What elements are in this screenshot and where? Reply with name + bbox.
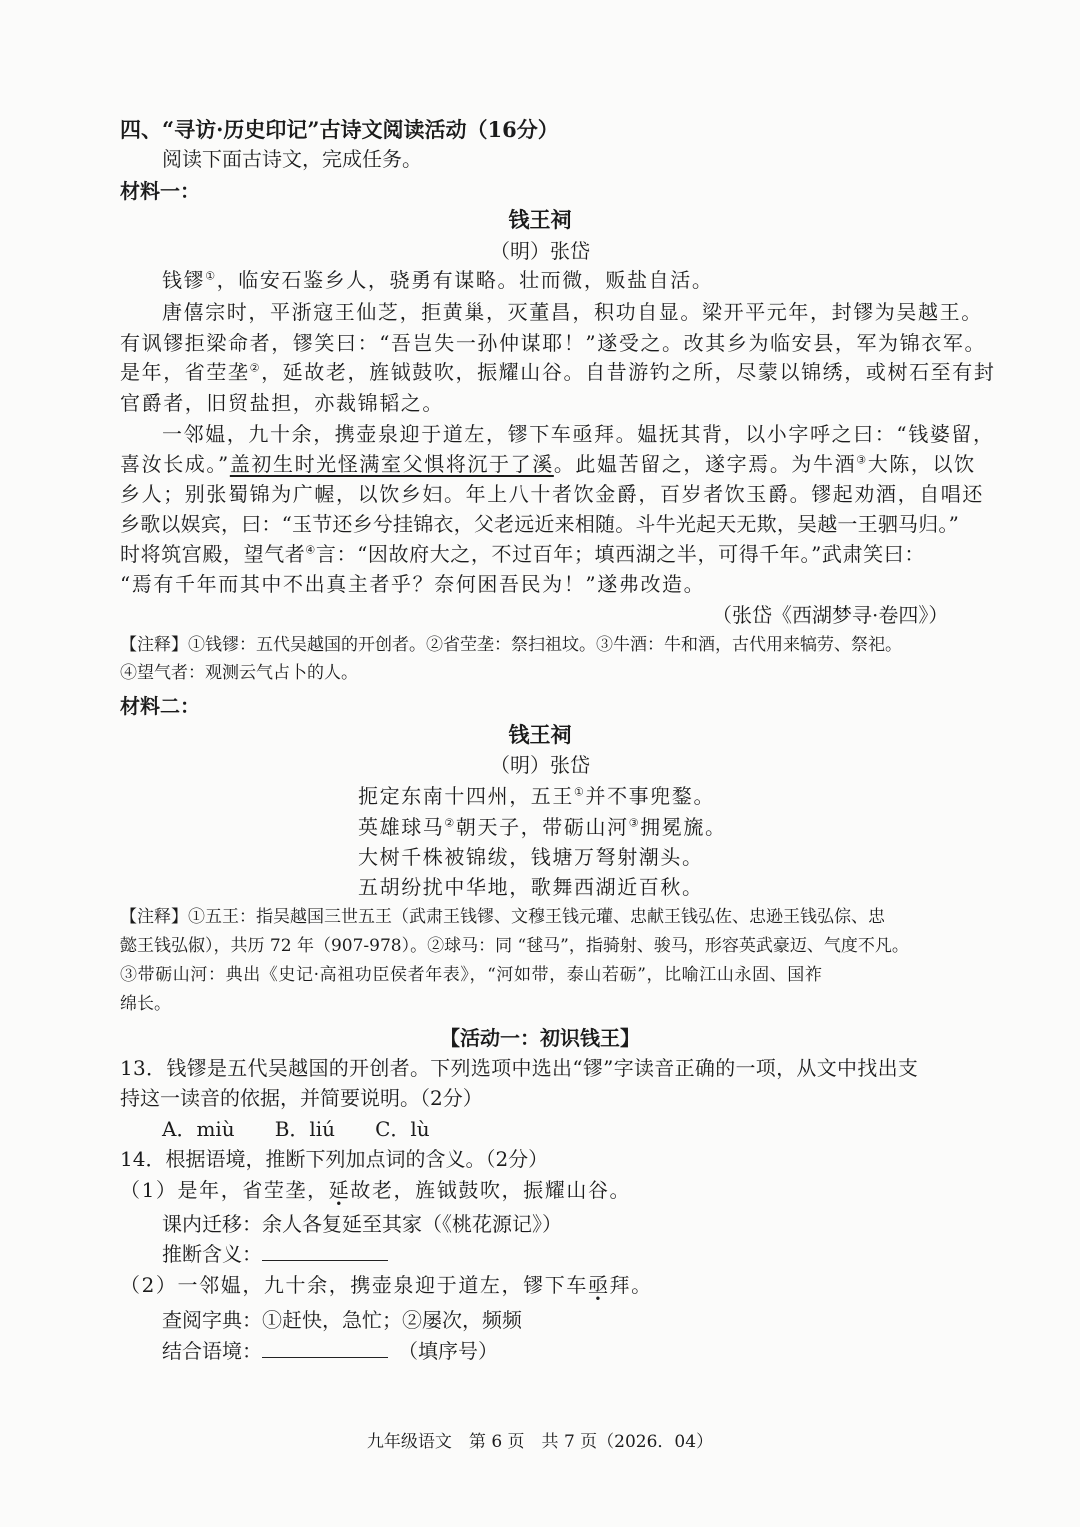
material2-note-line2: 懿王钱弘俶），共历 72 年（907-978）。②球马：同 “毬马”，指骑射、骏马，形容英武豪迈、气度不凡。 — [120, 936, 909, 956]
q13-option-a: A．miù — [162, 1117, 235, 1141]
material2-note-line1: 【注释】①五王：指吴越国三世五王（武肃王钱镠、文穆王钱元瓘、忠献王钱弘佐、忠逊王钱弘倧、忠 — [120, 907, 885, 927]
answer-blank-1[interactable] — [262, 1242, 388, 1261]
underlined-sentence: 盖初生时光怪满室父惧将沉于了溪 — [229, 452, 554, 476]
q14-sentence2: （2）一邻媪，九十余，携壶泉迎于道左，镠下车亟拜。 — [120, 1273, 653, 1297]
q13-option-c: C．lù — [375, 1117, 430, 1141]
q14-combine: 结合语境： （填序号） — [162, 1339, 498, 1363]
material1-p2-line1: 唐僖宗时，平浙寇王仙芝，拒黄巢，灭董昌，积功自显。梁开平元年，封镠为吴越王。 — [162, 300, 983, 324]
q13-options — [162, 1115, 430, 1143]
material1-note-line2: ④望气者：观测云气占卜的人。 — [120, 663, 358, 683]
material2-title: 钱王祠 — [508, 722, 572, 747]
material2-note-line4: 绵长。 — [120, 994, 171, 1014]
material1-source: （张岱《西湖梦寻·卷四》） — [712, 603, 949, 627]
poem-line1: 扼定东南十四州，五王①并不事兜鍪。 — [358, 784, 716, 808]
material1-p3-line5: 时将筑宫殿，望气者④言：“因故府大之，不过百年；填西湖之半，可得千年。”武肃笑曰： — [120, 542, 925, 566]
answer-blank-2[interactable] — [262, 1339, 388, 1358]
material2-author: （明）张岱 — [490, 753, 590, 777]
material1-paragraph1: 钱镠①，临安石鉴乡人，骁勇有谋略。壮而微，贩盐自活。 — [162, 268, 714, 292]
poem-line2: 英雄球马②朝天子，带砺山河③拥冕旒。 — [358, 815, 727, 839]
material1-p3-line1: 一邻媪，九十余，携壶泉迎于道左，镠下车亟拜。媪抚其背，以小字呼之曰：“钱婆留， — [162, 422, 995, 446]
activity1-heading: 【活动一：初识钱王】 — [440, 1026, 640, 1050]
material1-author: （明）张岱 — [490, 239, 590, 263]
q14-infer: 推断含义： — [162, 1240, 398, 1268]
material1-p2-line3: 是年，省茔垄②，延故老，旌钺鼓吹，振耀山谷。自昔游钓之所，尽蒙以锦绣，或树石至有封 — [120, 360, 996, 384]
material2-label: 材料二： — [120, 694, 200, 718]
material2-note-line3: ③带砺山河：典出《史记·高祖功臣侯者年表》，“河如带，泰山若砺”，比喻江山永固、国祚 — [120, 965, 823, 985]
material1-label: 材料一： — [120, 179, 200, 203]
q14-sentence1: （1）是年，省茔垄，延故老，旌钺鼓吹，振耀山谷。 — [120, 1178, 632, 1202]
poem-line4: 五胡纷扰中华地，歌舞西湖近百秋。 — [358, 875, 704, 899]
material1-p3-line6: “焉有千年而其中不出真主者乎？奈何困吾民为！”遂弗改造。 — [120, 572, 706, 596]
instruction: 阅读下面古诗文，完成任务。 — [162, 147, 422, 171]
material1-p2-line2: 有讽镠拒梁命者，镠笑曰：“吾岂失一孙仲谋耶！”遂受之。改其乡为临安县，军为锦衣军。 — [120, 331, 987, 355]
material1-p3-line2: 喜汝长成。”盖初生时光怪满室父惧将沉于了溪。此媪苦留之，遂字焉。为牛酒③大陈，以饮 — [120, 452, 976, 476]
material1-p3-line4: 乡歌以娱宾，曰：“玉节还乡兮挂锦衣，父老远近来相随。斗牛光起天无欺，吴越一王驷马归。” — [120, 512, 960, 536]
section-title: 四、“寻访·历史印记”古诗文阅读活动（16分） — [120, 117, 559, 142]
material1-note-line1: 【注释】①钱镠：五代吴越国的开创者。②省茔垄：祭扫祖坟。③牛酒：牛和酒，古代用来犒劳、祭祀。 — [120, 635, 902, 655]
q14-dictionary: 查阅字典：①赶快，急忙；②屡次，频频 — [162, 1308, 522, 1332]
q13-option-b: B．liú — [274, 1117, 336, 1141]
dotted-word-ji: 亟 — [587, 1273, 610, 1297]
q13-line2: 持这一读音的依据，并简要说明。（2分） — [120, 1086, 483, 1110]
q14-stem: 14．根据语境，推断下列加点词的含义。（2分） — [120, 1147, 549, 1171]
material1-title: 钱王祠 — [508, 207, 572, 232]
page-footer: 九年级语文 第 6 页 共 7 页（2026．04） — [366, 1432, 714, 1452]
poem-line3: 大树千株被锦绂，钱塘万弩射潮头。 — [358, 845, 704, 869]
material1-p3-line3: 乡人；别张蜀锦为广幄，以饮乡妇。年上八十者饮金爵，百岁者饮玉爵。镠起劝酒，自唱还 — [120, 482, 984, 506]
material1-p2-line4: 官爵者，旧贸盐担，亦裁锦韬之。 — [120, 391, 444, 415]
q14-transfer: 课内迁移：余人各复延至其家（《桃花源记》） — [162, 1212, 562, 1236]
q13-line1: 13．钱镠是五代吴越国的开创者。下列选项中选出“镠”字读音正确的一项，从文中找出支 — [120, 1056, 919, 1080]
dotted-word-yan: 延 — [328, 1178, 351, 1202]
